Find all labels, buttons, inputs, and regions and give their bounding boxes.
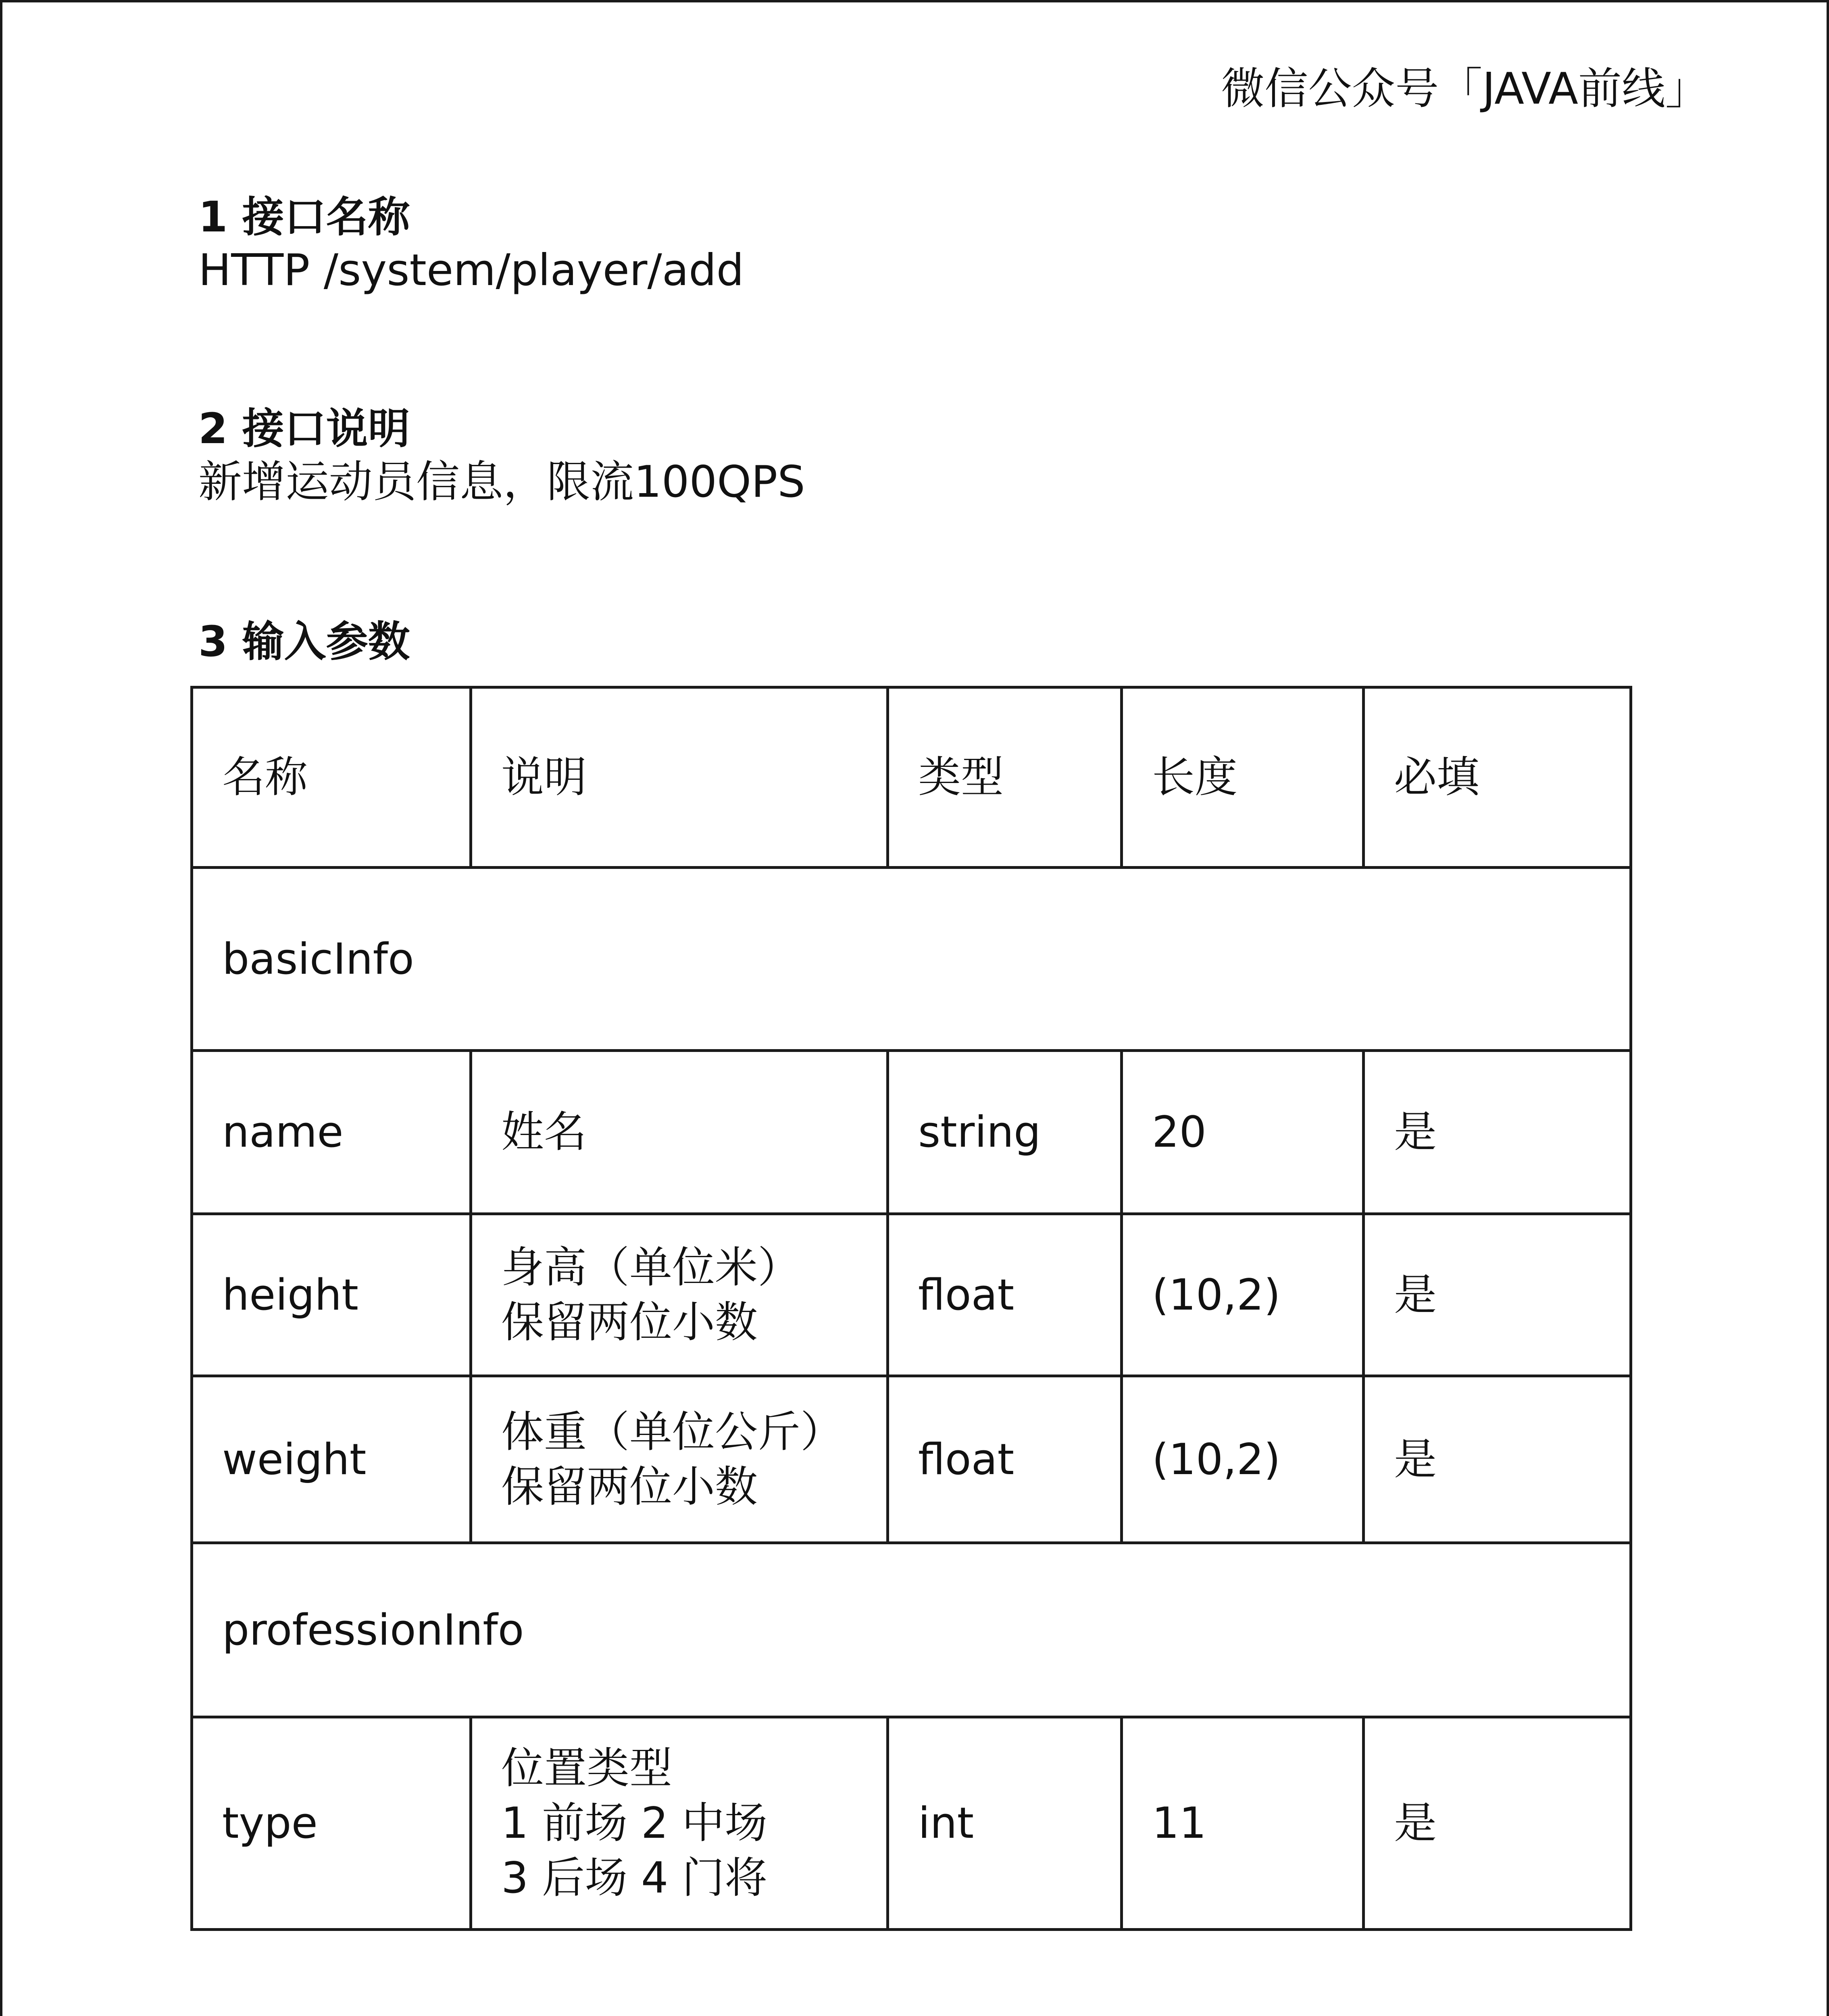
table-row — [192, 1051, 1631, 1214]
param-type: int — [888, 1717, 1122, 1930]
header-cell-name: 名称 — [192, 687, 471, 868]
interface-description: 新增运动员信息，限流100QPS — [198, 457, 805, 507]
table-row — [192, 1376, 1631, 1543]
group-label: professionInfo — [192, 1543, 1631, 1717]
param-length: (10,2) — [1122, 1214, 1364, 1376]
param-name: name — [192, 1051, 471, 1214]
param-required: 是 — [1364, 1376, 1631, 1543]
param-desc: 身高（单位米） 保留两位小数 — [471, 1214, 888, 1376]
header-cell-length: 长度 — [1122, 687, 1364, 868]
param-name: type — [192, 1717, 471, 1930]
table-row — [192, 1214, 1631, 1376]
header-cell-desc: 说明 — [471, 687, 888, 868]
group-label: basicInfo — [192, 868, 1631, 1051]
param-desc: 位置类型 1 前场 2 中场 3 后场 4 门将 — [471, 1717, 888, 1930]
param-length: 20 — [1122, 1051, 1364, 1214]
input-params-table — [190, 686, 1632, 1931]
param-required: 是 — [1364, 1214, 1631, 1376]
param-name: weight — [192, 1376, 471, 1543]
table-row — [192, 1717, 1631, 1930]
table-header-row — [192, 687, 1631, 868]
param-desc: 体重（单位公斤） 保留两位小数 — [471, 1376, 888, 1543]
header-cell-type: 类型 — [888, 687, 1122, 868]
group-row-profession-info — [192, 1543, 1631, 1717]
param-type: float — [888, 1214, 1122, 1376]
param-required: 是 — [1364, 1717, 1631, 1930]
group-row-basic-info — [192, 868, 1631, 1051]
param-required: 是 — [1364, 1051, 1631, 1214]
section-title-interface-name: 1 接口名称 — [198, 192, 410, 242]
param-desc: 姓名 — [471, 1051, 888, 1214]
param-type: string — [888, 1051, 1122, 1214]
param-length: (10,2) — [1122, 1376, 1364, 1543]
header-text: 微信公众号「JAVA前线」 — [1221, 64, 1709, 114]
section-title-input-params: 3 输入参数 — [198, 617, 410, 666]
header-cell-required: 必填 — [1364, 687, 1631, 868]
param-name: height — [192, 1214, 471, 1376]
section-title-interface-desc: 2 接口说明 — [198, 404, 410, 453]
param-length: 11 — [1122, 1717, 1364, 1930]
interface-path: HTTP /system/player/add — [198, 245, 744, 296]
param-type: float — [888, 1376, 1122, 1543]
